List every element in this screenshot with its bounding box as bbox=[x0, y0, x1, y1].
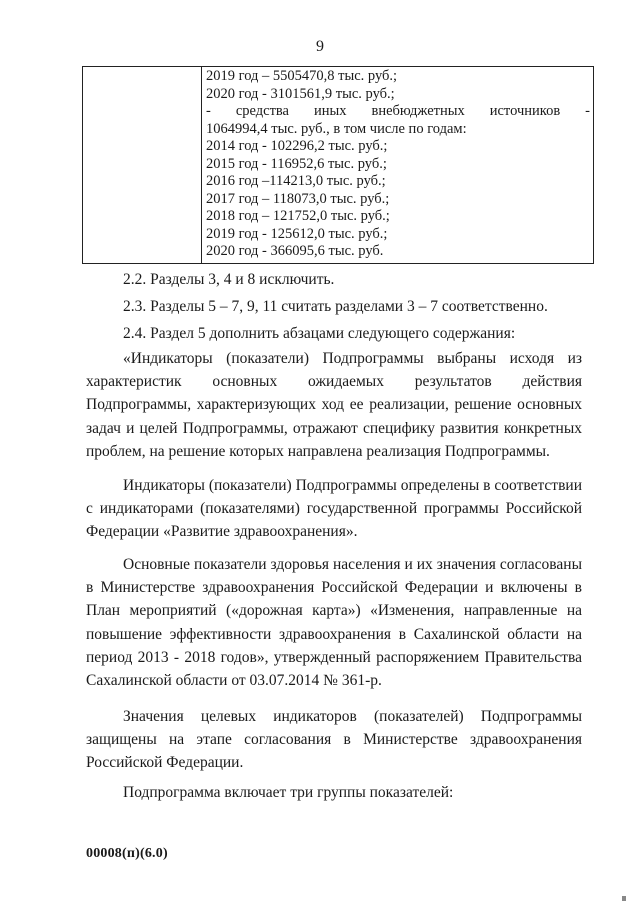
table-row bbox=[83, 67, 594, 264]
paragraph: Подпрограмма включает три группы показателей: bbox=[123, 784, 454, 801]
funding-line: - средства иных внебюджетных источников - bbox=[206, 103, 590, 119]
funding-line: 2017 год – 118073,0 тыс. руб.; bbox=[206, 190, 390, 207]
target-values-paragraph bbox=[86, 705, 582, 775]
paragraph: Основные показатели здоровья населения и их значения согласованы в Министерстве здравоохранения Российской Федерации и включены в План мероприятий («дорожная карта») «Изменения, направленные на повышение эффективности здравоохранения в Сахалинской области на период 2013 - 2018 годов», утвержденный распоряжением Правительства Сахалинской области от 03.07.2014 № 361-р. bbox=[86, 556, 582, 690]
funding-line: 2019 год - 125612,0 тыс. руб.; bbox=[206, 225, 388, 242]
funding-line: 2020 год - 3101561,9 тыс. руб.; bbox=[206, 85, 395, 102]
table-label-cell bbox=[83, 67, 202, 264]
funding-line: 2016 год –114213,0 тыс. руб.; bbox=[206, 173, 386, 189]
health-indicators-paragraph bbox=[86, 553, 582, 692]
paragraph: Значения целевых индикаторов (показателей) Подпрограммы защищены на этапе согласования в Министерстве здравоохранения Российской Федерации. bbox=[86, 708, 582, 772]
funding-line: 2020 год - 366095,6 тыс. руб. bbox=[206, 243, 384, 259]
funding-line: 1064994,4 тыс. руб., в том числе по годам: bbox=[206, 120, 467, 137]
indicators-paragraph bbox=[86, 347, 582, 463]
clause-2-3 bbox=[86, 295, 582, 318]
clause-2-2 bbox=[86, 268, 582, 291]
funding-line: 2015 год - 116952,6 тыс. руб.; bbox=[206, 155, 387, 172]
paragraph: «Индикаторы (показатели) Подпрограммы выбраны исходя из характеристик основных ожидаемых результатов действия Подпрограммы, характеризующих ход ее реализации, решение основных задач и целей Подпрограммы, отражают специфику развития конкретных проблем, на решение которых направлена реализация Подпрограммы. bbox=[86, 350, 582, 460]
indicator-groups-paragraph bbox=[86, 781, 582, 804]
paragraph: Индикаторы (показатели) Подпрограммы определены в соответствии с индикаторами (показателями) государственной программы Российской Федерации «Развитие здравоохранения». bbox=[86, 477, 582, 541]
funding-line: 2019 год – 5505470,8 тыс. руб.; bbox=[206, 68, 398, 84]
funding-table bbox=[82, 66, 594, 264]
scan-edge-mark bbox=[622, 896, 626, 901]
paragraph: 2.4. Раздел 5 дополнить абзацами следующего содержания: bbox=[123, 325, 516, 342]
table-value-cell bbox=[202, 67, 594, 264]
funding-line: 2018 год – 121752,0 тыс. руб.; bbox=[206, 208, 390, 224]
paragraph: 2.3. Разделы 5 – 7, 9, 11 считать разделами 3 – 7 соответственно. bbox=[123, 298, 548, 315]
funding-line: 2014 год - 102296,2 тыс. руб.; bbox=[206, 138, 388, 154]
indicators-definition-paragraph bbox=[86, 474, 582, 544]
paragraph: 2.2. Разделы 3, 4 и 8 исключить. bbox=[123, 271, 335, 288]
clause-2-4 bbox=[86, 322, 582, 345]
document-code: 00008(п)(6.0) bbox=[86, 846, 168, 861]
page-number: 9 bbox=[316, 38, 324, 55]
